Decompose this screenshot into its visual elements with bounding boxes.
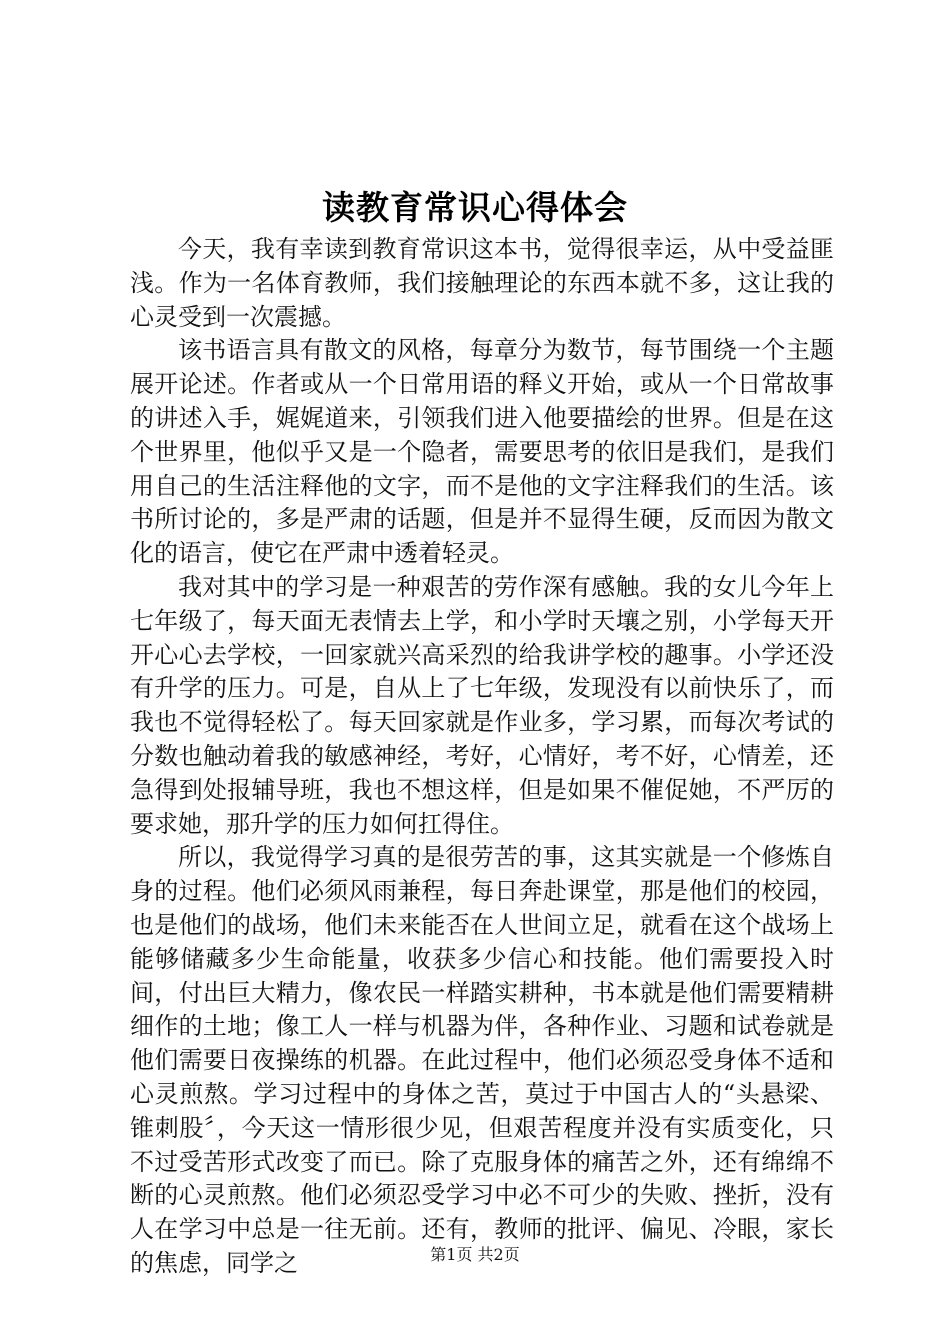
paragraph-4: 所以，我觉得学习真的是很劳苦的事，这其实就是一个修炼自身的过程。他们必须风雨兼程，每日奔赴课堂，那是他们的校园，也是他们的战场，他们未来能否在人世间立足，就看在这个战场上能够储藏多少生命能量，收获多少信心和技能。他们需要投入时间，付出巨大精力，像农民一样踏实耕种，书本就是他们需要精耕细作的土地；像工人一样与机器为伴，各种作业、习题和试卷就是他们需要日夜操练的机器。在此过程中，他们必须忍受身体不适和心灵煎熬。学习过程中的身体之苦，莫过于中国古人的“头悬梁、锥刺股〞，今天这一情形很少见，但艰苦程度并没有实质变化，只不过受苦形式改变了而已。除了克服身体的痛苦之外，还有绵绵不断的心灵煎熬。他们必须忍受学习中必不可少的失败、挫折，没有人在学习中总是一往无前。还有，教师的批评、偏见、冷眼，家长的焦虑，同学之 [130,843,834,1277]
page-number-footer: 第1页 共2页 [430,1245,520,1264]
paragraph-1: 今天，我有幸读到教育常识这本书，觉得很幸运，从中受益匪浅。作为一名体育教师，我们接触理论的东西本就不多，这让我的心灵受到一次震撼。 [130,235,834,331]
document-body [130,233,834,1281]
paragraph-3: 我对其中的学习是一种艰苦的劳作深有感触。我的女儿今年上七年级了，每天面无表情去上学，和小学时天壤之别，小学每天开开心心去学校，一回家就兴高采烈的给我讲学校的趣事。小学还没有升学的压力。可是，自从上了七年级，发现没有以前快乐了，而我也不觉得轻松了。每天回家就是作业多，学习累，而每次考试的分数也触动着我的敏感神经，考好，心情好，考不好，心情差，还急得到处报辅导班，我也不想这样，但是如果不催促她，不严厉的要求她，那升学的压力如何扛得住。 [130,572,834,838]
paragraph-2: 该书语言具有散文的风格，每章分为数节，每节围绕一个主题展开论述。作者或从一个日常用语的释义开始，或从一个日常故事的讲述入手，娓娓道来，引领我们进入他要描绘的世界。但是在这个世界里，他似乎又是一个隐者，需要思考的依旧是我们，是我们用自己的生活注释他的文字，而不是他的文字注释我们的生活。该书所讨论的，多是严肃的话题，但是并不显得生硬，反而因为散文化的语言，使它在严肃中透着轻灵。 [130,336,834,568]
document-title: 读教育常识心得体会 [322,188,628,227]
